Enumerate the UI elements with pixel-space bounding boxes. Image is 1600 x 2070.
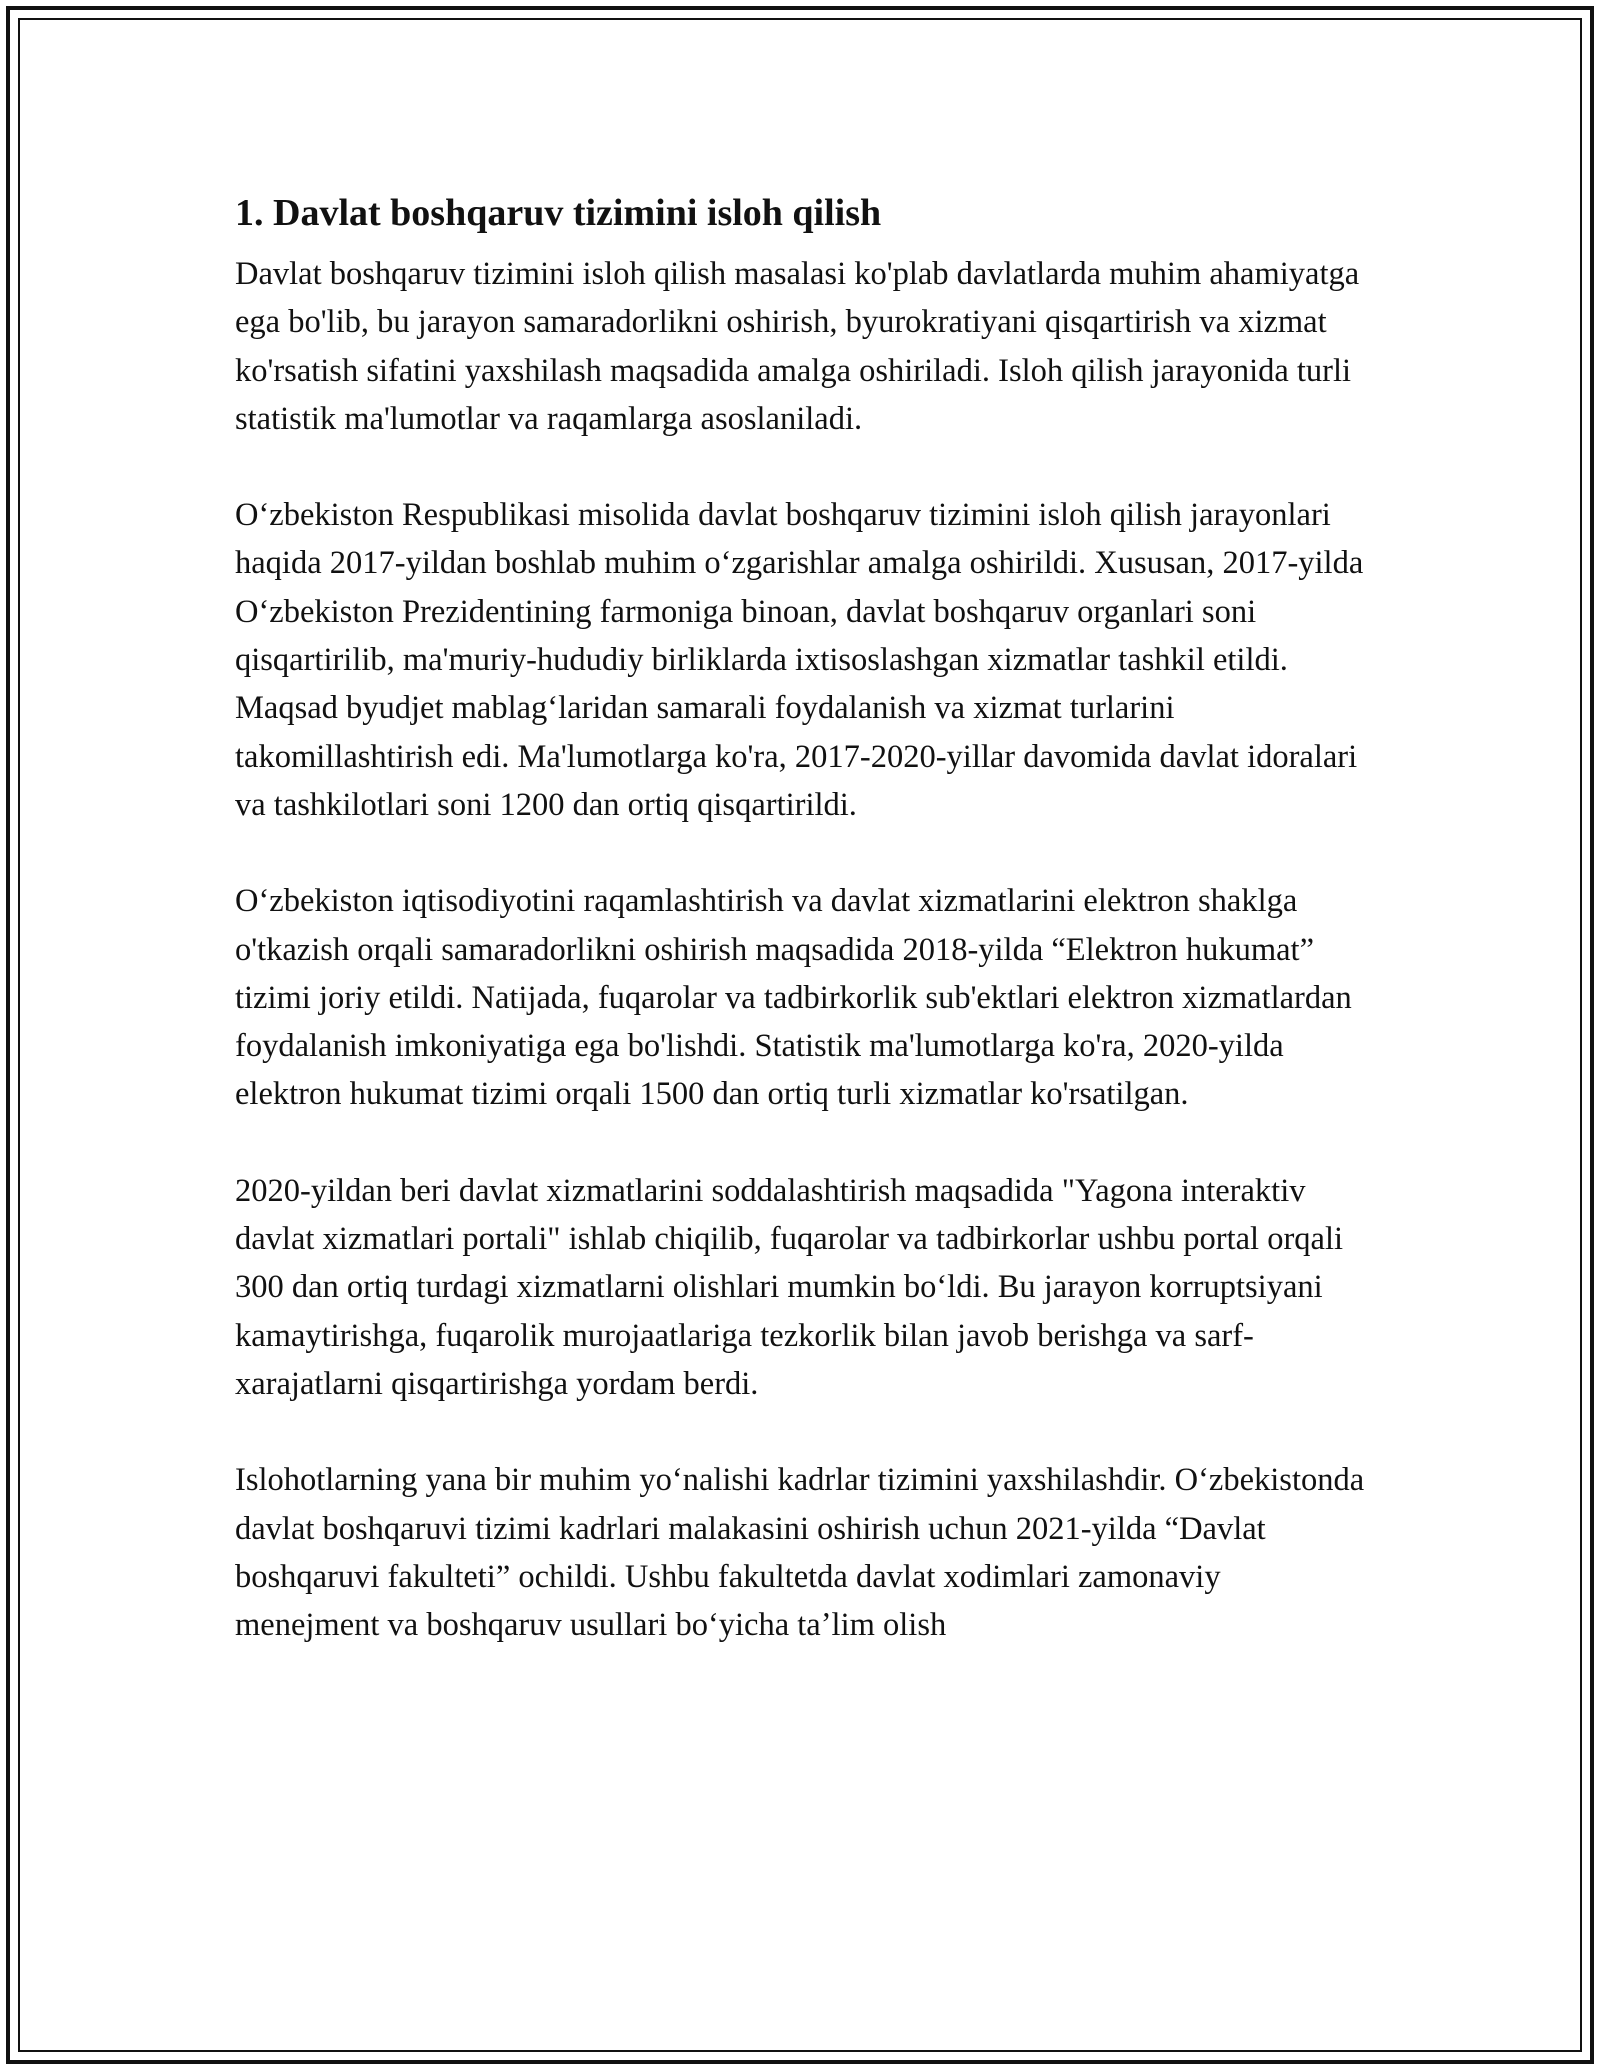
paragraph-intro: Davlat boshqaruv tizimini isloh qilish masalasi ko'plab davlatlarda muhim ahamiyatga ega bo'lib, bu jarayon samaradorlikni oshirish, byurokratiyani qisqartirish va xizmat ko'rsatish sifatini yaxshilash maqsadida amalga oshiriladi. Isloh qilish jarayonida turli statistik ma'lumotlar va raqamlarga asoslaniladi. [235, 256, 1360, 437]
paragraph-unified-portal: 2020-yildan beri davlat xizmatlarini soddalashtirish maqsadida "Yagona interaktiv davlat xizmatlari portali" ishlab chiqilib, fuqarolar va tadbirkorlar ushbu portal orqali 300 dan ortiq turdagi xizmatlarni olishlari mumkin boʻldi. Bu jarayon korruptsiyani kamaytirishga, fuqarolik murojaatlariga tezkorlik bilan javob berishga va sarf-xarajatlarni qisqartirishga yordam berdi. [235, 1172, 1343, 1402]
paragraph-personnel: Islohotlarning yana bir muhim yoʻnalishi kadrlar tizimini yaxshilashdir. Oʻzbekistonda davlat boshqaruvi tizimi kadrlari malakasini oshirish uchun 2021-yilda “Davlat boshqaruvi fakulteti” ochildi. Ushbu fakultetda davlat xodimlari zamonaviy menejment va boshqaruv usullari boʻyicha taʼlim olish [235, 1462, 1365, 1644]
paragraph-2017-reforms: Oʻzbekiston Respublikasi misolida davlat boshqaruv tizimini isloh qilish jarayonlari haqida 2017-yildan boshlab muhim oʻzgarishlar amalga oshirildi. Xususan, 2017-yilda Oʻzbekiston Prezidentining farmoniga binoan, davlat boshqaruv organlari soni qisqartirilib, ma'muriy-hududiy birliklarda ixtisoslashgan xizmatlar tashkil etildi. Maqsad byudjet mablagʻlaridan samarali foydalanish va xizmat turlarini takomillashtirish edi. Ma'lumotlarga ko'ra, 2017-2020-yillar davomida davlat idoralari va tashkilotlari soni 1200 dan ortiq qisqartirildi. [235, 497, 1364, 823]
document-body [235, 188, 1365, 1697]
section-heading: 1. Davlat boshqaruv tizimini isloh qilish [235, 192, 882, 234]
paragraph-e-government: Oʻzbekiston iqtisodiyotini raqamlashtirish va davlat xizmatlarini elektron shaklga o'tkazish orqali samaradorlikni oshirish maqsadida 2018-yilda “Elektron hukumat” tizimi joriy etildi. Natijada, fuqarolar va tadbirkorlik sub'ektlari elektron xizmatlardan foydalanish imkoniyatiga ega bo'lishdi. Statistik ma'lumotlarga ko'ra, 2020-yilda elektron hukumat tizimi orqali 1500 dan ortiq turli xizmatlar ko'rsatilgan. [235, 883, 1352, 1113]
